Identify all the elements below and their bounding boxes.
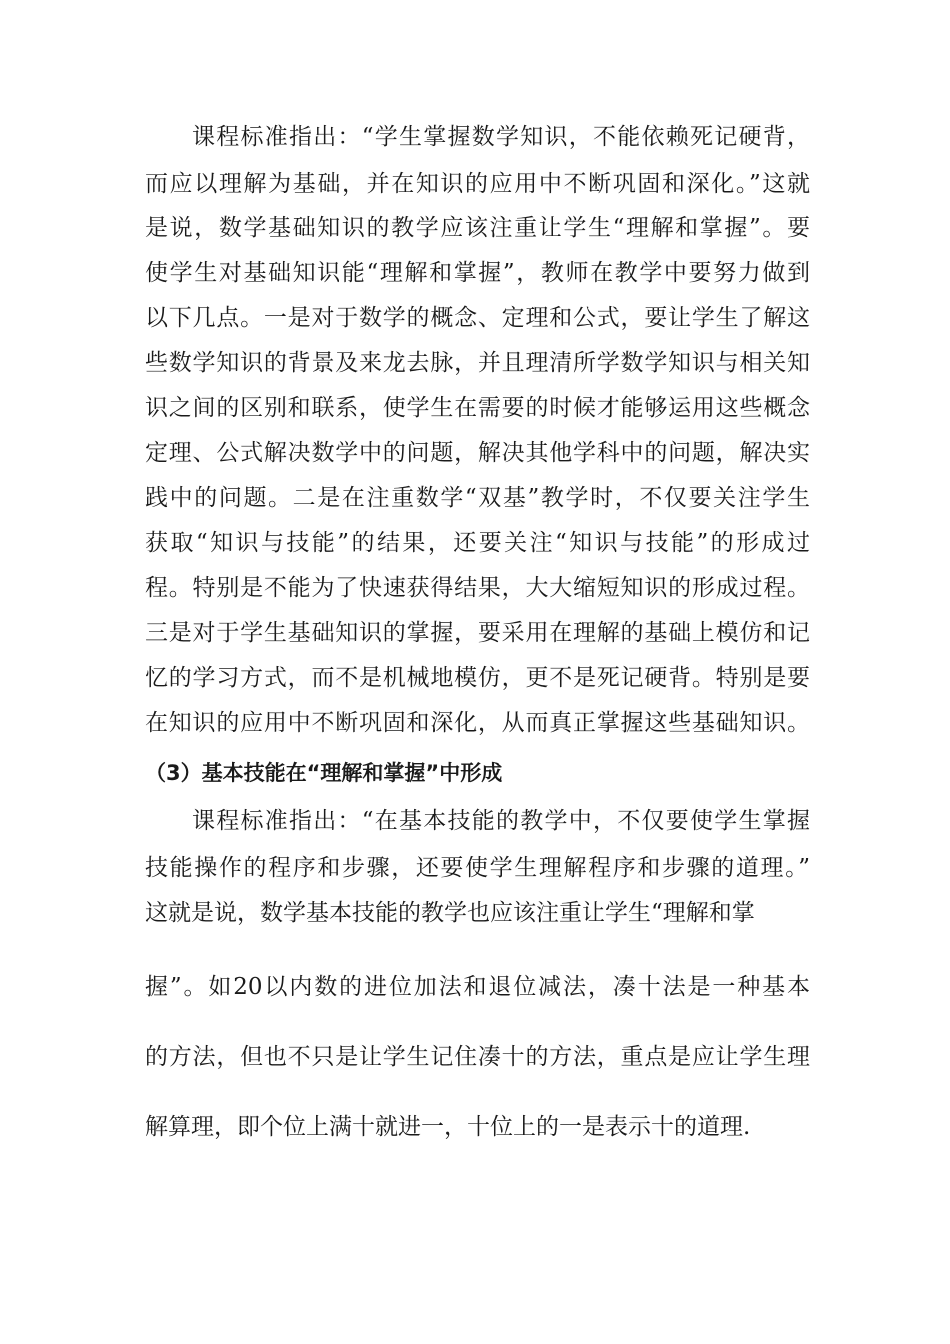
- paragraph-1-line-12: 三是对于学生基础知识的掌握，要采用在理解的基础上模仿和记: [145, 620, 810, 646]
- paragraph-2-line-1: 课程标准指出：“在基本技能的教学中，不仅要使学生掌握: [192, 808, 810, 834]
- paragraph-1-line-13: 忆的学习方式，而不是机械地模仿，更不是死记硬背。特别是要: [145, 665, 810, 691]
- paragraph-1-line-9: 践中的问题。二是在注重数学“双基”教学时，不仅要关注学生: [145, 485, 810, 511]
- paragraph-1-line-1: 课程标准指出：“学生掌握数学知识，不能依赖死记硬背，: [192, 124, 810, 150]
- paragraph-1-line-3: 是说，数学基础知识的教学应该注重让学生“理解和掌握”。要: [145, 215, 810, 241]
- paragraph-2-line-2: 技能操作的程序和步骤，还要使学生理解程序和步骤的道理。”: [145, 855, 810, 881]
- paragraph-1-line-10: 获取“知识与技能”的结果，还要关注“知识与技能”的形成过: [145, 530, 810, 556]
- paragraph-1-line-11: 程。特别是不能为了快速获得结果，大大缩短知识的形成过程。: [145, 575, 810, 601]
- paragraph-1-line-8: 定理、公式解决数学中的问题，解决其他学科中的问题，解决实: [145, 440, 810, 466]
- paragraph-1-line-4: 使学生对基础知识能“理解和掌握”，教师在教学中要努力做到: [145, 260, 810, 286]
- paragraph-2-line-3: 这就是说，数学基本技能的教学也应该注重让学生“理解和掌: [145, 900, 755, 926]
- paragraph-3-line-2: 的方法，但也不只是让学生记住凑十的方法，重点是应让学生理: [145, 1044, 810, 1070]
- paragraph-3-line-3: 解算理，即个位上满十就进一，十位上的一是表示十的道理.: [145, 1114, 751, 1140]
- paragraph-3-line-1: 握”。如20以内数的进位加法和退位减法，凑十法是一种基本: [145, 974, 810, 1000]
- section-heading: （3）基本技能在“理解和掌握”中形成: [145, 761, 503, 785]
- paragraph-1-line-6: 些数学知识的背景及来龙去脉，并且理清所学数学知识与相关知: [145, 350, 810, 376]
- paragraph-1-line-14: 在知识的应用中不断巩固和深化，从而真正掌握这些基础知识。: [145, 710, 810, 736]
- paragraph-1-line-2: 而应以理解为基础，并在知识的应用中不断巩固和深化。”这就: [145, 171, 810, 197]
- paragraph-1-line-7: 识之间的区别和联系，使学生在需要的时候才能够运用这些概念: [145, 395, 810, 421]
- paragraph-1-line-5: 以下几点。一是对于数学的概念、定理和公式，要让学生了解这: [145, 305, 810, 331]
